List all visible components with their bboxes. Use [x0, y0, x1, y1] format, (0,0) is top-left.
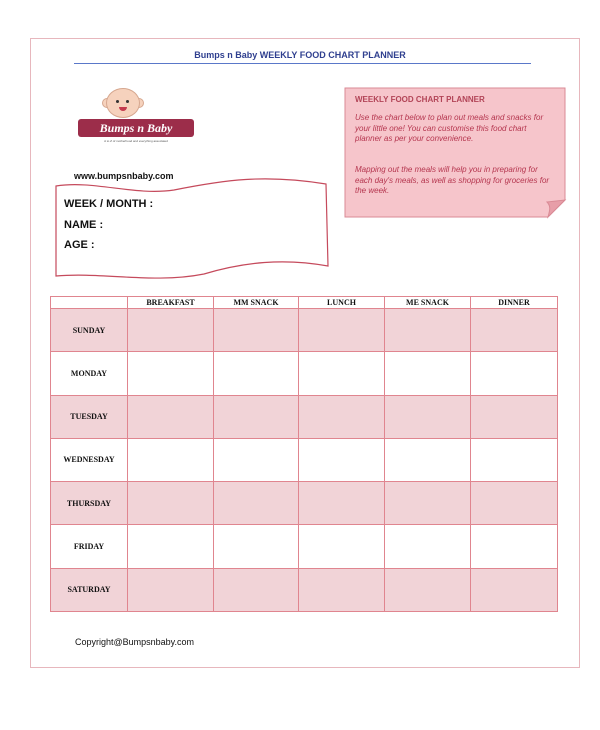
- meal-cell[interactable]: [128, 395, 214, 438]
- table-header-row: [51, 297, 558, 309]
- day-label: WEDNESDAY: [51, 438, 128, 481]
- meal-cell[interactable]: [385, 438, 471, 481]
- meal-cell[interactable]: [214, 309, 299, 352]
- meal-cell[interactable]: [128, 525, 214, 568]
- table-row-friday: [51, 525, 558, 568]
- table-row-wednesday: [51, 438, 558, 481]
- baby-eye-icon: [126, 100, 129, 103]
- name-field[interactable]: NAME :: [64, 219, 104, 231]
- note-paper-shape: [343, 86, 568, 221]
- meal-cell[interactable]: [299, 438, 385, 481]
- meal-planner-table: [50, 296, 558, 612]
- meal-cell[interactable]: [471, 438, 558, 481]
- day-label: THURSDAY: [51, 482, 128, 525]
- meal-cell[interactable]: [128, 568, 214, 611]
- baby-mouth-icon: [119, 107, 127, 111]
- day-label: MONDAY: [51, 352, 128, 395]
- meal-cell[interactable]: [385, 395, 471, 438]
- copyright-notice: Copyright@Bumpsnbaby.com: [75, 637, 195, 647]
- meal-cell[interactable]: [385, 525, 471, 568]
- day-label: TUESDAY: [51, 395, 128, 438]
- note-title: WEEKLY FOOD CHART PLANNER: [355, 95, 485, 104]
- meal-cell[interactable]: [214, 438, 299, 481]
- table-row-thursday: [51, 482, 558, 525]
- meal-cell[interactable]: [128, 309, 214, 352]
- column-header-lunch: LUNCH: [299, 297, 385, 309]
- table-row-saturday: [51, 568, 558, 611]
- meal-cell[interactable]: [471, 395, 558, 438]
- table-row-tuesday: [51, 395, 558, 438]
- meal-cell[interactable]: [128, 352, 214, 395]
- document-title: Bumps n Baby WEEKLY FOOD CHART PLANNER: [194, 50, 406, 60]
- logo-wordmark: Bumps n Baby: [78, 119, 194, 137]
- meal-cell[interactable]: [299, 309, 385, 352]
- meal-cell[interactable]: [385, 352, 471, 395]
- day-label: SUNDAY: [51, 309, 128, 352]
- column-header-me-snack: ME SNACK: [385, 297, 471, 309]
- meal-cell[interactable]: [214, 525, 299, 568]
- meal-cell[interactable]: [471, 525, 558, 568]
- meal-cell[interactable]: [471, 352, 558, 395]
- meal-cell[interactable]: [299, 352, 385, 395]
- brand-logo: [78, 86, 196, 146]
- info-banner: [54, 176, 334, 281]
- age-field[interactable]: AGE :: [64, 239, 95, 251]
- note-paragraph: Mapping out the meals will help you in preparing for each day's meals, as well as shopping for groceries for the week.: [355, 165, 550, 195]
- meal-cell[interactable]: [299, 395, 385, 438]
- meal-cell[interactable]: [299, 482, 385, 525]
- website-link[interactable]: www.bumpsnbaby.com: [74, 171, 174, 181]
- meal-cell[interactable]: [214, 568, 299, 611]
- column-header-mm-snack: MM SNACK: [214, 297, 299, 309]
- meal-cell[interactable]: [128, 438, 214, 481]
- meal-cell[interactable]: [299, 525, 385, 568]
- meal-cell[interactable]: [471, 309, 558, 352]
- meal-cell[interactable]: [471, 568, 558, 611]
- meal-cell[interactable]: [299, 568, 385, 611]
- meal-cell[interactable]: [128, 482, 214, 525]
- day-label: FRIDAY: [51, 525, 128, 568]
- day-label: SATURDAY: [51, 568, 128, 611]
- week-month-field[interactable]: WEEK / MONTH :: [64, 198, 154, 210]
- meal-cell[interactable]: [214, 395, 299, 438]
- meal-cell[interactable]: [385, 568, 471, 611]
- logo-tagline: A to Z of motherhood and everything associated: [104, 139, 168, 143]
- column-header-breakfast: BREAKFAST: [128, 297, 214, 309]
- table-row-sunday: [51, 309, 558, 352]
- table-row-monday: [51, 352, 558, 395]
- meal-cell[interactable]: [471, 482, 558, 525]
- column-header-dinner: DINNER: [471, 297, 558, 309]
- instructions-note: [343, 86, 568, 221]
- column-header: [51, 297, 128, 309]
- meal-cell[interactable]: [385, 309, 471, 352]
- note-paragraph: Use the chart below to plan out meals and snacks for your little one! You can customise this food chart planner as per your convenience.: [355, 113, 544, 143]
- baby-face-icon: [106, 88, 140, 118]
- meal-cell[interactable]: [214, 482, 299, 525]
- meal-cell[interactable]: [214, 352, 299, 395]
- meal-cell[interactable]: [385, 482, 471, 525]
- title-underline: [74, 63, 531, 64]
- baby-eye-icon: [116, 100, 119, 103]
